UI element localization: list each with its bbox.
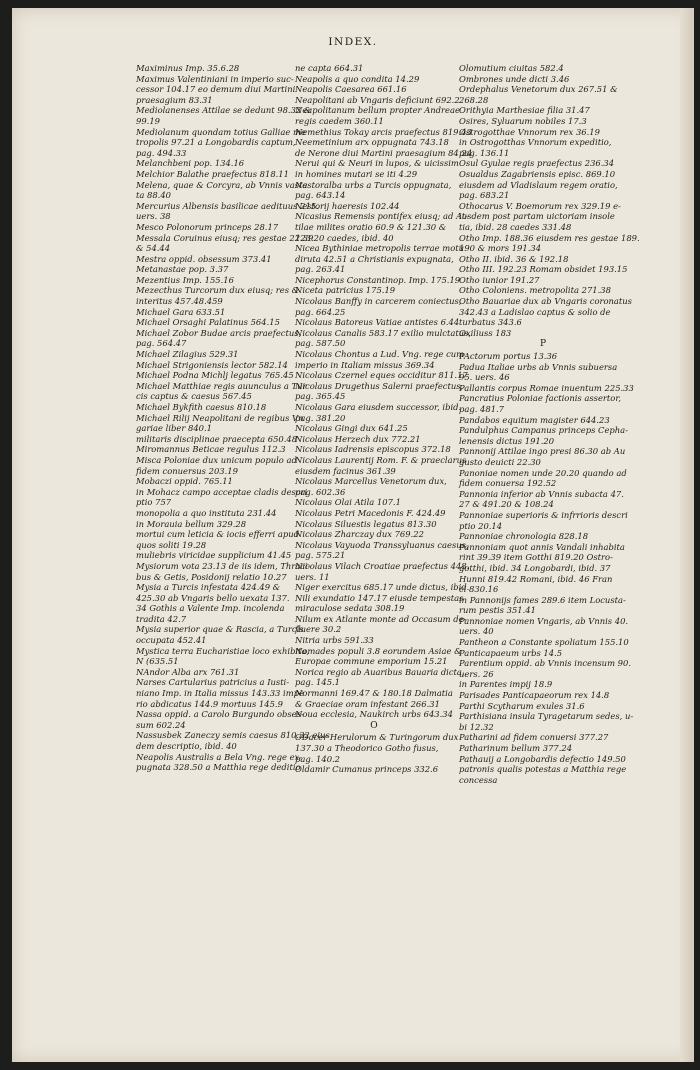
index-entry: Melanchbeni pop. 134.16 [136, 158, 245, 169]
index-entry: 268.28 [459, 94, 489, 105]
index-entry: Pallantis corpus Romae inuentum 225.33 [459, 382, 634, 393]
index-entry: Nicolaus Petri Macedonis F. 424.49 [295, 507, 446, 518]
index-entry: fidem conuersus 203.19 [136, 465, 238, 476]
index-entry: Neapolis Caesarea 661.16 [295, 84, 407, 95]
index-entry: Oldamir Cumanus princeps 332.6 [295, 764, 439, 775]
index-entry: 95. uers. 46 [459, 372, 510, 383]
index-entry: Mercurius Albensis basilicae aedituus 215. [136, 200, 319, 211]
index-entry: muliebris viricidae supplicium 41.45 [136, 550, 292, 561]
index-entry: Ombrones unde dicti 3.46 [459, 73, 570, 84]
index-entry: NAndor Alba arx 761.31 [136, 666, 240, 677]
index-entry: Melchior Balathe praefectus 818.11 [136, 168, 289, 179]
index-entry: ODacer Herulorum & Turingorum dux [295, 732, 459, 743]
index-entry: Nicolaus Gingi dux 641.25 [295, 423, 408, 434]
index-entry: Norica regio ab Auaribus Bauaria dicta, [295, 666, 465, 677]
index-entry: Nicolaus Herzech dux 772.21 [295, 433, 421, 444]
index-entry: pugnata 328.50 a Matthia rege deditio [136, 762, 301, 773]
index-entry: Pannoniae chronologia 828.18 [459, 531, 589, 542]
index-entry: Mobaczi oppid. 765.11 [136, 476, 233, 487]
index-entry: Nerui qui & Neuri in lupos, & uicissim [295, 158, 459, 169]
index-entry: Nicolaus Czernel eques occiditur 811.17 [295, 370, 468, 381]
index-entry: iusdem post partam uictoriam insole [459, 211, 615, 222]
index-entry: 99.19 [136, 115, 160, 126]
index-entry: pag. 481.7 [459, 404, 505, 414]
index-entry: Michael Zobor Budae arcis praefectus, [136, 327, 302, 338]
index-entry: Messala Coruinus eiusq; res gestae 22.39 [136, 232, 314, 243]
index-entry: Parentium oppid. ab Vnnis incensum 90. [459, 658, 631, 669]
index-entry: gusto deuicti 22.30 [459, 456, 541, 467]
index-entry: pag. 564.47 [136, 338, 187, 349]
index-entry: Nili exundatio 147.17 eiusde tempestas [295, 592, 464, 603]
index-column-3 [459, 63, 640, 785]
index-entry: Nemethius Tokay arcis praefectus 819.43 [295, 126, 472, 137]
index-entry: sum 602.24 [136, 719, 186, 730]
index-entry: Mezecthus Turcorum dux eiusq; res & [136, 285, 300, 296]
index-entry: Nicea Bythiniae metropolis terrae motu [295, 243, 465, 254]
index-entry: pag. 145.1 [295, 677, 341, 688]
index-entry: turbatus 343.6 [459, 317, 522, 328]
index-entry: eiusdem ad Vladislaum regem oratio, [459, 179, 618, 190]
index-entry: ta 88.40 [136, 190, 171, 201]
index-entry: Mystica terra Eucharistiae loco exhibita, [136, 645, 310, 656]
index-entry: lenensis dictus 191.20 [459, 435, 555, 446]
index-entry: Otho Coloniens. metropolita 271.38 [459, 285, 611, 296]
index-entry: in Ostrogotthas Vnnorum expeditio, [459, 137, 612, 148]
index-entry: Nassusbek Zaneczy semis caesus 810.32 eius [136, 730, 330, 741]
index-entry: dem descriptio, ibid. 40 [136, 741, 237, 751]
index-entry: fidem conuersa 192.52 [459, 478, 557, 489]
index-entry: Michael Podna Michlj legatus 765.45 [136, 370, 294, 381]
index-entry: diruta 42.51 a Christianis expugnata, [295, 253, 454, 264]
index-entry: Mysia a Turcis infestata 424.49 & [136, 582, 281, 593]
index-entry: in Mohacz campo acceptae cladis descri [136, 486, 308, 497]
index-entry: & Graeciae oram infestant 266.31 [295, 698, 440, 709]
index-entry: interitus 457.48.459 [136, 296, 223, 307]
index-entry: miraculose sedata 308.19 [295, 603, 405, 614]
index-entry: Panoniae nomen unde 20.20 quando ad [459, 467, 627, 478]
index-entry: cis captus & caesus 567.45 [136, 391, 252, 402]
index-entry: Nicasius Remensis pontifex eiusq; ad At- [295, 211, 469, 222]
index-entry: 342.43 a Ladislao captus & solio de [459, 306, 611, 317]
index-entry: & 54.44 [136, 243, 171, 254]
index-entry: Maximinus Imp. 35.6.28 [136, 63, 240, 73]
index-entry: Nilum ex Atlante monte ad Occasum de- [295, 613, 467, 624]
index-entry: Niger exercitus 685.17 unde dictus, ibid. [295, 582, 470, 593]
index-entry: 123.20 caedes, ibid. 40 [295, 232, 394, 243]
index-entry: pag. 602.36 [295, 486, 346, 497]
index-entry: Otho iunior 191.27 [459, 274, 540, 285]
index-entry: pag. 587.50 [295, 338, 346, 349]
book-page [12, 8, 694, 1062]
index-entry: pag. 575.21 [295, 550, 346, 561]
index-entry: Nestorij haeresis 102.44 [295, 200, 400, 211]
index-entry: pag. 381.20 [295, 412, 346, 423]
index-entry: pag. 643.14 [295, 190, 346, 201]
index-entry: Michael Zilagius 529.31 [136, 349, 239, 360]
index-entry: ptio 20.14 [459, 520, 503, 531]
index-entry: Nicolaus Zharczay dux 769.22 [295, 529, 424, 540]
index-entry: rum pestis 351.41 [459, 605, 536, 616]
index-entry: Mysia superior quae & Rascia, a Turcis [136, 624, 304, 635]
index-entry: bus & Getis, Posidonij relatio 10.27 [136, 571, 287, 582]
index-entry: 137.30 a Theodorico Gotho fusus, [295, 743, 439, 753]
index-entry: pag. 365.45 [295, 391, 346, 402]
page-edge [680, 8, 694, 1062]
index-entry: Nicolaus Chontus a Lud. Vng. rege cum [295, 349, 465, 360]
index-entry: in Morauia bellum 329.28 [136, 518, 247, 529]
index-entry: Nicolaus Vilach Croatiae praefectus 448. [295, 560, 470, 571]
index-entry: Nicolaus Batoreus Vatiae antistes 6.44 [295, 317, 460, 328]
index-entry: Nicolaus Gara eiusdem successor, ibid. [295, 402, 462, 412]
index-column-2 [295, 63, 473, 775]
index-entry: Nicolaus Canalis 583.17 exilio mulctatus, [295, 327, 472, 338]
index-entry: tilae milites oratio 60.9 & 121.30 & [295, 221, 447, 232]
index-entry: Michael Gara 633.51 [136, 306, 226, 317]
index-entry: Panticapaeum urbs 14.5 [459, 647, 563, 658]
index-entry: Neemetinium arx oppugnata 743.18 [295, 137, 449, 148]
index-entry: Osul Gyulae regis praefectus 236.34 [459, 158, 615, 169]
index-entry: Nomades populi 3.8 eorundem Asiae & [295, 645, 462, 656]
index-entry: Osualdus Zagabriensis episc. 869.10 [459, 168, 616, 179]
index-entry: uers. 40 [459, 626, 494, 637]
index-entry: pag. 136.11 [459, 147, 510, 158]
index-entry: Metanastae pop. 3.37 [136, 264, 229, 275]
index-entry: patronis qualis potestas a Matthia rege [459, 764, 627, 775]
index-entry: Neapolitanum bellum propter Andreae [295, 105, 460, 116]
index-entry: Patharinum bellum 377.24 [459, 743, 573, 753]
index-entry: 425.30 ab Vngaris bello uexata 137. [136, 592, 290, 603]
index-entry: ne capta 664.31 [295, 63, 364, 73]
index-entry: Maximus Valentiniani in imperio suc- [136, 73, 294, 84]
index-entry: regis caedem 360.11 [295, 115, 384, 126]
index-entry: gariae liber 840.1 [136, 423, 212, 434]
index-entry: Narses Cartularius patricius a Iusti- [136, 677, 290, 688]
index-entry: rio abdicatus 144.9 mortuus 145.9 [136, 698, 283, 709]
index-entry: Nassa oppid. a Carolo Burgundo obses- [136, 709, 304, 720]
index-entry: PActorum portus 13.36 [459, 351, 558, 362]
index-entry: Michael Matthiae regis auunculus a Tur [136, 380, 307, 391]
index-entry: Parthisiana insula Tyragetarum sedes, u- [459, 711, 634, 722]
index-entry: Parisades Panticapaeorum rex 14.8 [459, 690, 610, 701]
index-entry: Pantheon a Constante spoliatum 155.10 [459, 637, 629, 648]
index-entry: Mysiorum vota 23.13 de iis idem, Thraci- [136, 560, 311, 571]
index-entry: Othocarus V. Boemorum rex 329.19 e- [459, 200, 621, 211]
index-entry: Ostrogotthae Vnnorum rex 36.19 [459, 126, 600, 137]
index-entry: pag. 140.2 [295, 753, 341, 764]
index-entry: imperio in Italiam missus 369.34 [295, 359, 435, 370]
section-letter: P [539, 339, 547, 350]
index-entry: Nicephorus Constantinop. Imp. 175.19 [295, 274, 461, 285]
index-entry: 190 & mors 191.34 [459, 243, 542, 254]
index-entry: Pathauij a Longobardis defectio 149.50 [459, 753, 626, 764]
index-entry: eiusdem facinus 361.39 [295, 465, 396, 476]
index-entry: Oxiliuss 183 [459, 327, 512, 338]
index-entry: Nicolaus Drugethus Salerni praefectus, [295, 380, 464, 391]
index-entry: Mediolanum quondam totius Galliae me [136, 126, 306, 137]
index-entry: uers. 26 [459, 668, 494, 679]
index-entry: niano Imp. in Italia missus 143.33 impe [136, 688, 304, 699]
index-entry: Europae commune emporium 15.21 [295, 656, 448, 667]
index-entry: quos soliti 19.28 [136, 539, 207, 550]
index-entry: Olomutium ciuitas 582.4 [459, 63, 564, 73]
index-entry: Nicolaus Iadrensis episcopus 372.18 [295, 444, 451, 455]
page-header: INDEX. [328, 36, 378, 48]
index-entry: gotthi, ibid. 34 Longobardi, ibid. 37 [459, 562, 611, 573]
index-entry: Mediolanenses Attilae se dedunt 98.32 & [136, 105, 312, 116]
index-entry: Michael Rilij Neapolitani de regibus Vn [136, 412, 304, 423]
index-entry: occupata 452.41 [136, 635, 207, 646]
index-entry: Pandulphus Campanus princeps Cepha- [459, 425, 628, 436]
index-entry: Patharini ad fidem conuersi 377.27 [459, 732, 609, 743]
index-entry: Melena, quae & Corcyra, ab Vnnis vasta [136, 179, 308, 190]
index-entry: militaris disciplinae praecepta 650.48 [136, 433, 298, 444]
index-entry: Neapolis a quo condita 14.29 [295, 73, 420, 84]
index-entry: de Nerone diui Martini praesagium 84.24 [295, 147, 473, 158]
index-entry: in Parentes impij 18.9 [459, 679, 553, 690]
index-entry: Hunni 819.42 Romani, ibid. 46 Fran [459, 573, 613, 584]
index-entry: Neapolitani ab Vngaris deficiunt 692.2 [295, 94, 460, 105]
index-entry: ci 830.16 [459, 584, 499, 595]
index-entry: Nicolaus Vayuoda Transsyluanus caesus, [295, 539, 469, 550]
index-entry: tradita 42.7 [136, 613, 187, 624]
index-entry: Nicolaus Siluestis legatus 813.30 [295, 518, 437, 529]
index-entry: rint 39.39 item Gotthi 819.20 Ostro- [459, 552, 613, 563]
index-entry: in Pannonijs fames 289.6 item Locusta- [459, 594, 626, 605]
index-entry: monopolia a quo instituta 231.44 [136, 507, 277, 518]
index-entry: Otho Imp. 188.36 eiusdem res gestae 189. [459, 232, 640, 243]
index-entry: Mestra oppid. obsessum 373.41 [136, 253, 272, 264]
index-entry: Otho III. 192.23 Romam obsidet 193.15 [459, 264, 628, 275]
index-entry: Nicolaus Laurentij Rom. F. & praeclarus [295, 454, 467, 465]
index-entry: Ordephalus Venetorum dux 267.51 & [459, 84, 618, 95]
index-entry: Nitria urbs 591.33 [295, 635, 374, 646]
index-entry: Nicolaus Banffy in carcerem coniectus, [295, 296, 462, 307]
index-entry: Orithyia Marthesiae filia 31.47 [459, 105, 590, 116]
index-entry: Otho Bauariae dux ab Vngaris coronatus [459, 296, 632, 307]
index-entry: Nicolaus Olai Atila 107.1 [295, 497, 401, 508]
index-entry: Pannonij Attilae ingo presi 86.30 ab Au [459, 446, 626, 457]
index-entry: Pannoniae superioris & infrrioris descri [459, 509, 628, 520]
index-entry: tropolis 97.21 a Longobardis captum, [136, 137, 296, 148]
index-entry: Mesco Polonorum princeps 28.17 [136, 221, 279, 232]
index-entry: Noua ecclesia, Naukirch urbs 643.34 [295, 709, 453, 720]
index-entry: Michael Bykfith caesus 810.18 [136, 402, 267, 412]
index-entry: Padua Italiae urbs ab Vnnis subuersa [459, 361, 618, 372]
index-entry: tia, ibid. 28 caedes 331.48 [459, 221, 572, 232]
index-entry: Michael Strigoniensis lector 582.14 [136, 359, 288, 370]
index-entry: mortui cum leticia & iocis efferri apud [136, 529, 299, 540]
index-entry: Michael Orsaghi Palatinus 564.15 [136, 317, 280, 328]
index-entry: cessor 104.17 eo demum diui Martini [136, 84, 296, 95]
index-entry: Pannoniam quot annis Vandali inhabita [459, 541, 625, 552]
index-entry: Miromannus Beticae regulus 112.3 [136, 444, 286, 455]
index-entry: 34 Gothis a Valente Imp. incolenda [136, 603, 285, 614]
index-entry: Pancratius Poloniae factionis assertor, [459, 393, 622, 404]
index-entry: pag. 683.21 [459, 190, 510, 201]
index-entry: Pandabos equitum magister 644.23 [459, 414, 610, 425]
index-entry: Nestoralba urbs a Turcis oppugnata, [295, 179, 452, 190]
index-entry: fluere 30.2 [295, 624, 342, 635]
index-entry: pag. 263.41 [295, 264, 346, 275]
index-entry: praesagium 83.31 [136, 94, 213, 105]
index-entry: ptio 757 [136, 497, 172, 508]
index-entry: uers. 11 [295, 571, 330, 582]
index-entry: Otho II. ibid. 36 & 192.18 [459, 253, 569, 264]
index-entry: pag. 494.33 [136, 147, 187, 158]
section-letter: O [370, 720, 378, 731]
index-entry: Nicolaus Marcellus Venetorum dux, [295, 476, 447, 487]
index-entry: Pannonia inferior ab Vnnis subacta 47. [459, 488, 624, 499]
index-entry: Normanni 169.47 & 180.18 Dalmatia [295, 688, 453, 699]
index-entry: in homines mutari se iti 4.29 [295, 168, 418, 179]
index-entry: Osires, Syluarum nobiles 17.3 [459, 115, 587, 126]
index-entry: Pannoniae nomen Vngaris, ab Vnnis 40. [459, 615, 629, 626]
index-entry: bi 12.32 [459, 721, 494, 732]
index-entry: uers. 38 [136, 211, 171, 222]
index-entry: Parthi Scytharum exules 31.6 [459, 700, 585, 711]
index-entry: 27 & 491.20 & 108.24 [459, 499, 554, 510]
index-entry: Niceta patricius 175.19 [295, 285, 396, 296]
index-entry: Mezentius Imp. 155.16 [136, 274, 234, 285]
index-entry: N (635.51 [136, 656, 179, 667]
index-entry: pag. 664.25 [295, 306, 346, 317]
index-entry: concessa [459, 774, 498, 785]
index-entry: Misca Poloniae dux unicum populo ad [136, 454, 297, 465]
index-entry: Neapolis Australis a Bela Vng. rege ex- [136, 751, 302, 762]
